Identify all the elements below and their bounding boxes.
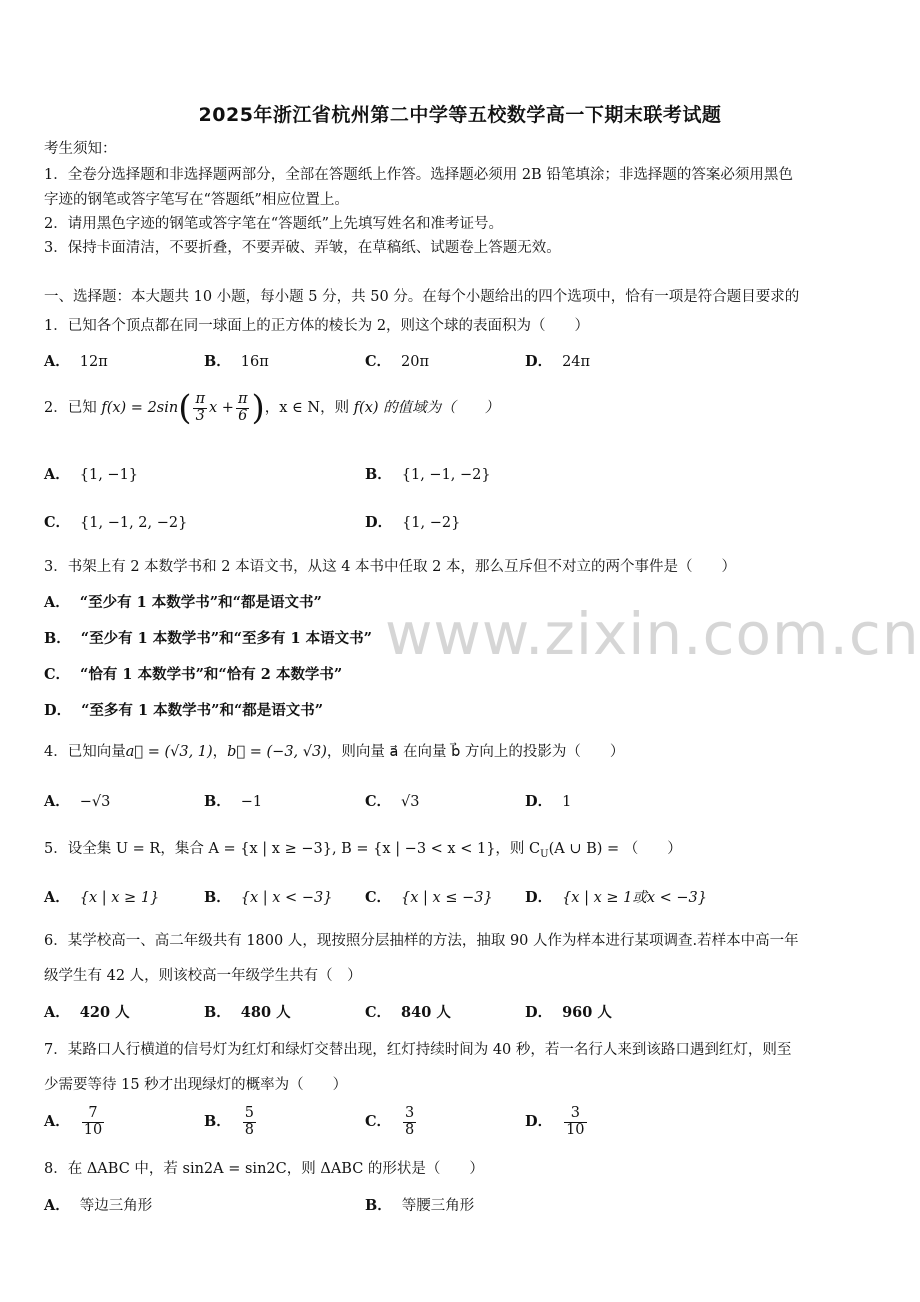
q2-option-d: D． {1, −2} xyxy=(365,514,461,531)
notice-heading: 考生须知： xyxy=(44,141,117,157)
q7-option-b: B． $\frac{5}{8}$ xyxy=(204,1105,254,1138)
q1-option-a: A． 12π xyxy=(44,353,108,370)
q4-option-c: C． √3 xyxy=(365,793,420,810)
question-1-stem: 1．已知各个顶点都在同一球面上的正方体的棱长为 2，则这个球的表面积为（ ） xyxy=(44,318,590,334)
watermark: www.zixin.com.cn xyxy=(385,600,920,668)
notice-item-3: 3．保持卡面清洁，不要折叠，不要弄破、弄皱，在草稿纸、试题卷上答题无效。 xyxy=(44,240,561,256)
q1-option-c: C． 20π xyxy=(365,353,430,370)
q5-option-b: B． {x | x < −3} xyxy=(204,889,333,906)
q5-option-a: A． {x | x ≥ 1} xyxy=(44,889,160,906)
q8-option-b: B． 等腰三角形 xyxy=(365,1197,475,1214)
q6-option-b: B． 480 人 xyxy=(204,1004,291,1021)
question-7-stem-line-1: 7．某路口人行横道的信号灯为红灯和绿灯交替出现，红灯持续时间为 40 秒，若一名行人来到该路口遇到红灯，则至 xyxy=(44,1042,792,1058)
question-3-stem: 3．书架上有 2 本数学书和 2 本语文书，从这 4 本书中任取 2 本，那么互斥但不对立的两个事件是（ ） xyxy=(44,559,736,575)
q5-option-c: C． {x | x ≤ −3} xyxy=(365,889,493,906)
question-5-stem: 5．设全集 U = R，集合 A = {x | x ≥ −3}, B = {x | −3 < x < 1}，则 $C_U(A$ ∪ B) = （ ） xyxy=(44,841,682,860)
q2-option-a: A． {1, −1} xyxy=(44,466,139,483)
q7-option-c: C． $\frac{3}{8}$ xyxy=(365,1105,415,1138)
q3-option-d: D． “至多有 1 本数学书”和“都是语文书” xyxy=(44,702,324,719)
q1-option-b: B． 16π xyxy=(204,353,269,370)
question-6-stem-line-1: 6．某学校高一、高二年级共有 1800 人，现按照分层抽样的方法，抽取 90 人作为样本进行某项调查.若样本中高一年 xyxy=(44,933,799,949)
q4-option-b: B． −1 xyxy=(204,793,263,810)
question-8-stem: 8．在 ΔABC 中，若 sin2A = sin2C，则 ΔABC 的形状是（ ） xyxy=(44,1161,484,1177)
q5-option-d: D． {x | x ≥ 1或x < −3} xyxy=(525,889,708,906)
page-title: 2025年浙江省杭州第二中学等五校数学高一下期末联考试题 xyxy=(198,104,722,126)
q3-option-c: C． “恰有 1 本数学书”和“恰有 2 本数学书” xyxy=(44,666,343,683)
question-7-stem-line-2: 少需要等待 15 秒才出现绿灯的概率为（ ） xyxy=(44,1077,348,1093)
notice-item-1: 1．全卷分选择题和非选择题两部分，全部在答题纸上作答。选择题必须用 2B 铅笔填涂；非选择题的答案必须用黑色 xyxy=(44,167,793,183)
section-heading: 一、选择题：本大题共 10 小题，每小题 5 分，共 50 分。在每个小题给出的四个选项中，恰有一项是符合题目要求的 xyxy=(44,289,800,305)
question-4-stem: 4．已知向量a⃗ = (√3, 1)，b⃗ = (−3, √3)，则向量 a⃗ 在向量 b⃗ 方向上的投影为（ ） xyxy=(44,744,625,760)
q4-option-a: A． −√3 xyxy=(44,793,111,810)
q2-option-b: B． {1, −1, −2} xyxy=(365,466,491,483)
q2-option-c: C． {1, −1, 2, −2} xyxy=(44,514,188,531)
question-2-stem: 2．已知 f(x) = 2sin( $\frac{\pi}{3}$ x + $\frac{\pi}{6}$ )，x ∈ N，则 f(x) 的值域为（ ） xyxy=(44,388,500,428)
q7-option-a: A． $\frac{7}{10}$ xyxy=(44,1105,103,1138)
q6-option-c: C． 840 人 xyxy=(365,1004,451,1021)
notice-item-2: 2．请用黑色字迹的钢笔或答字笔在“答题纸”上先填写姓名和准考证号。 xyxy=(44,216,504,232)
q6-option-a: A． 420 人 xyxy=(44,1004,130,1021)
q1-option-d: D． 24π xyxy=(525,353,591,370)
q6-option-d: D． 960 人 xyxy=(525,1004,612,1021)
q7-option-d: D． $\frac{3}{10}$ xyxy=(525,1105,585,1138)
q4-option-d: D． 1 xyxy=(525,793,572,810)
question-6-stem-line-2: 级学生有 42 人，则该校高一年级学生共有（ ） xyxy=(44,968,362,984)
notice-item-1-cont: 字迹的钢笔或答字笔写在“答题纸”相应位置上。 xyxy=(44,192,349,208)
q3-option-b: B． “至少有 1 本数学书”和“至多有 1 本语文书” xyxy=(44,630,372,647)
q3-option-a: A． “至少有 1 本数学书”和“都是语文书” xyxy=(44,594,322,611)
q8-option-a: A． 等边三角形 xyxy=(44,1197,153,1214)
